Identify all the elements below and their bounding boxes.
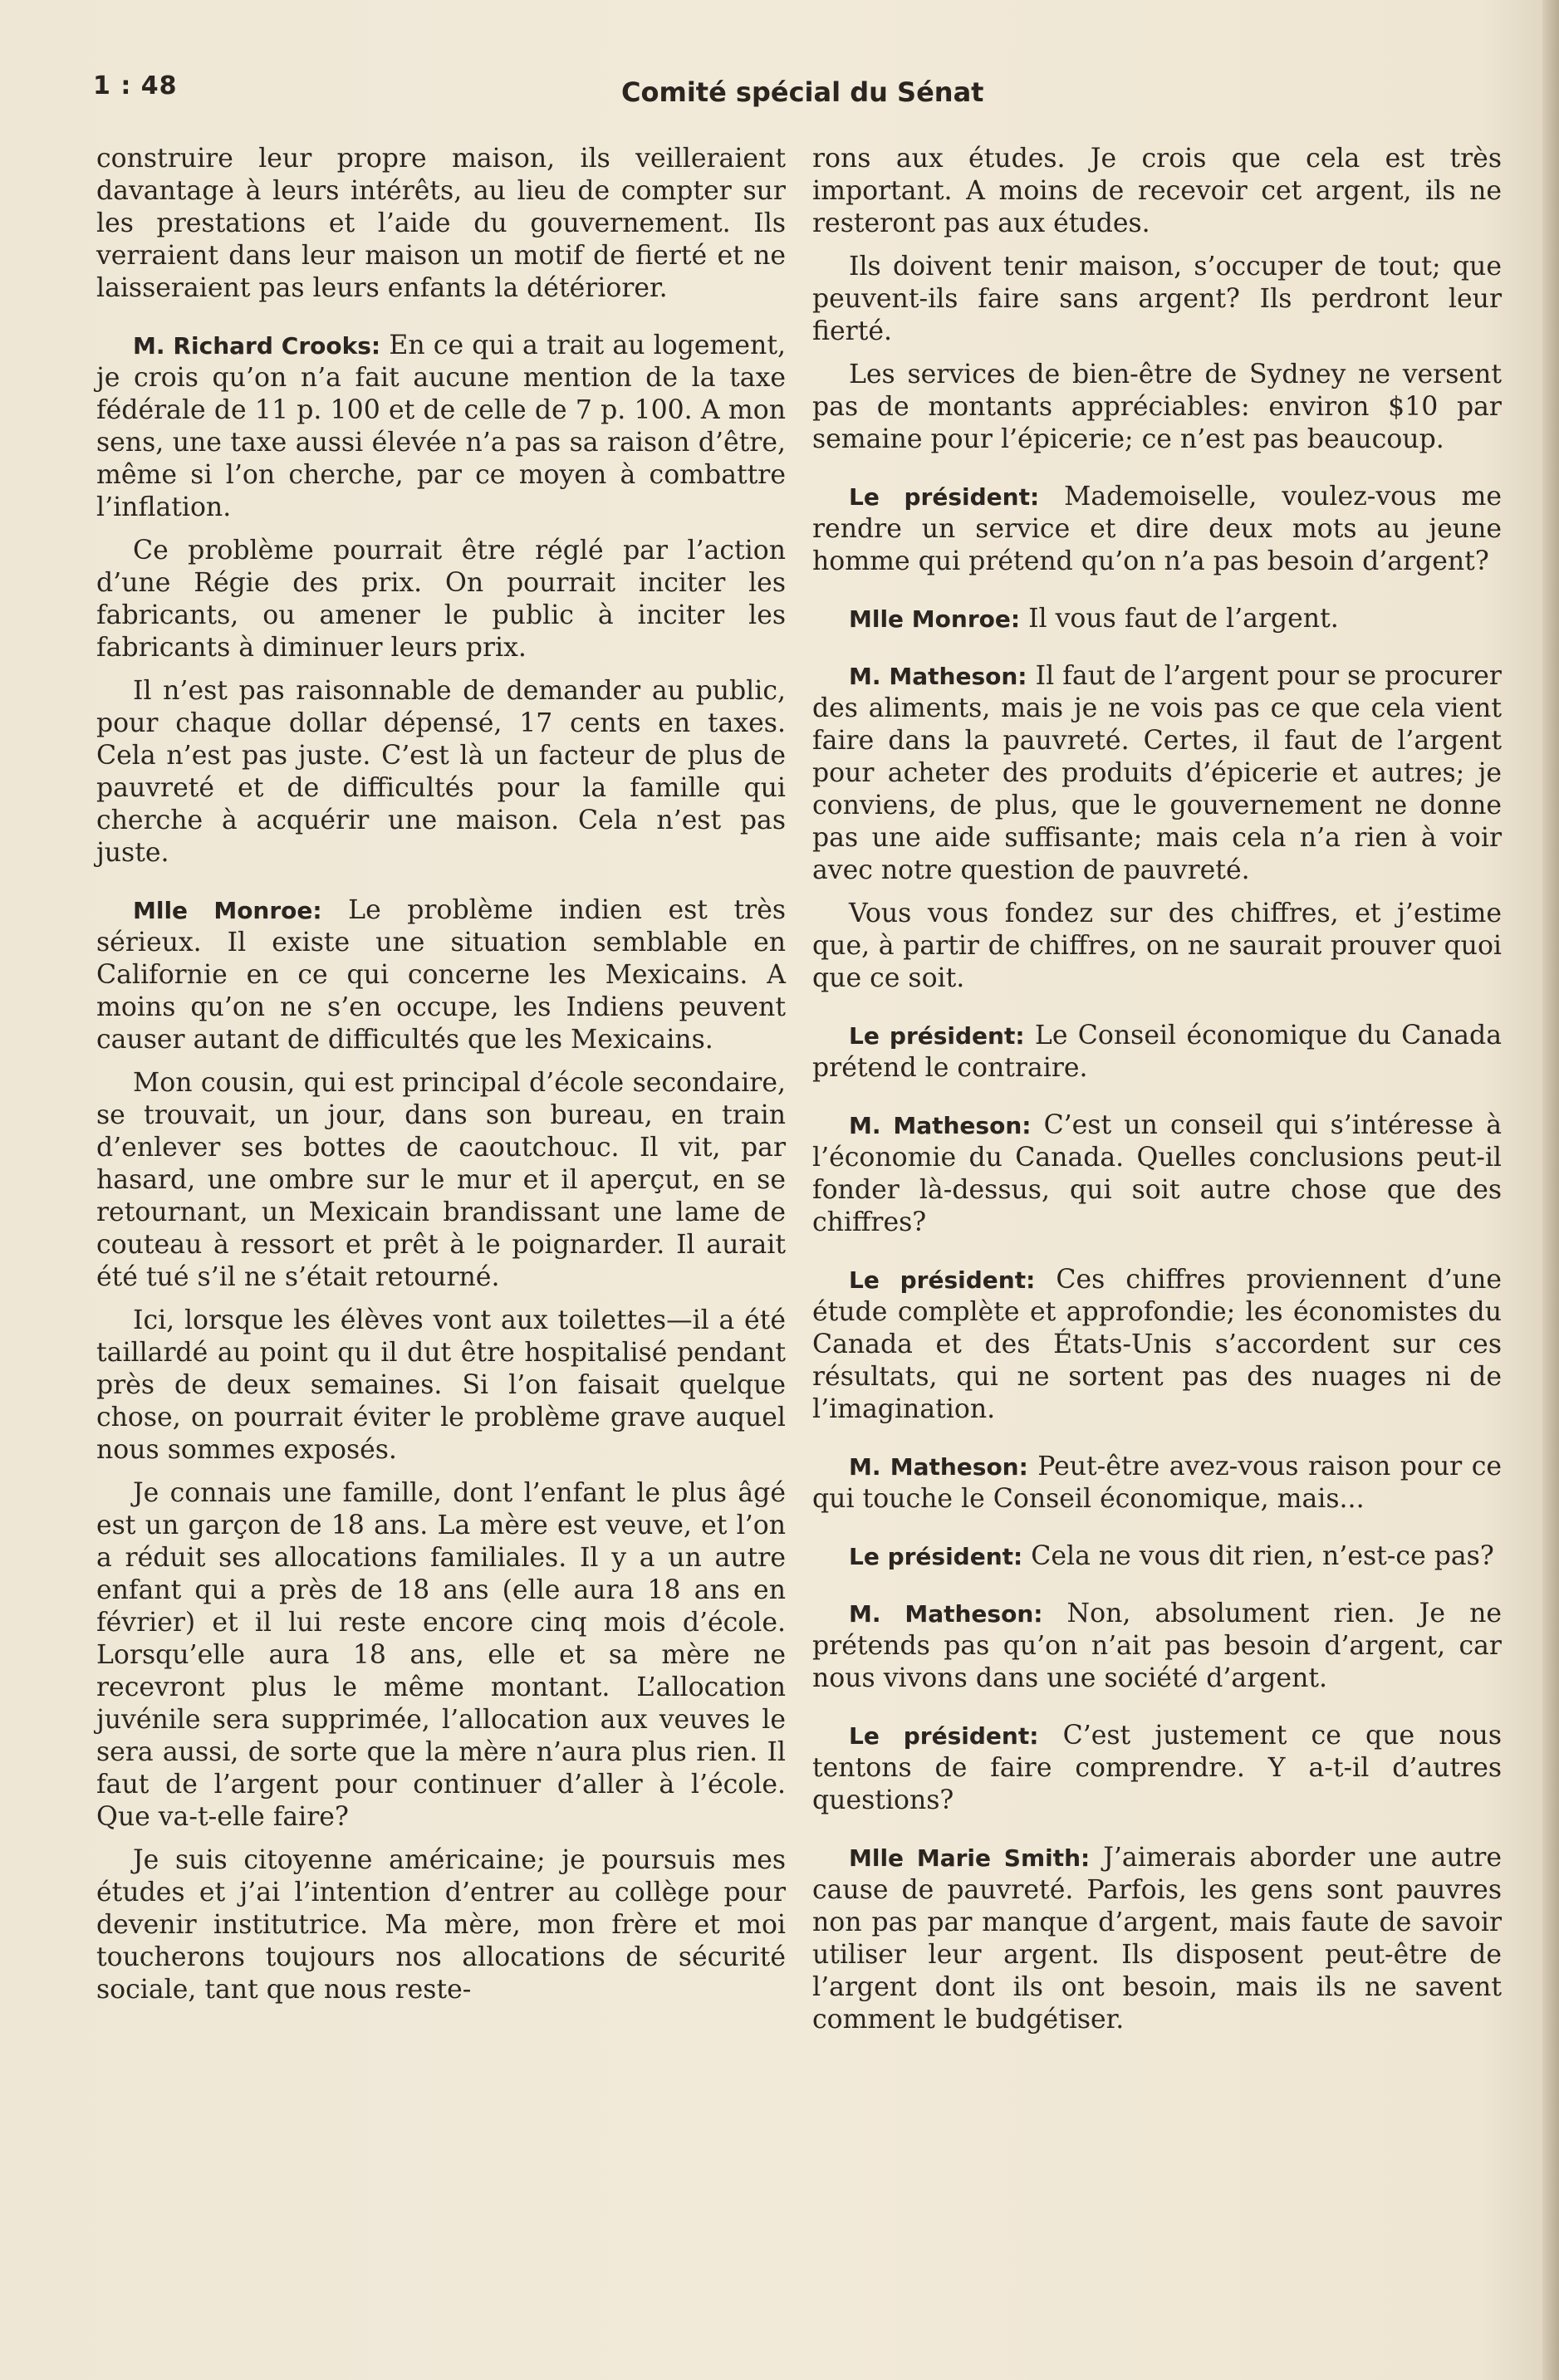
speaker-name: Le président:	[849, 1543, 1023, 1570]
paragraph	[812, 1451, 1502, 1516]
paragraph	[812, 143, 1502, 240]
paragraph-text: Il vous faut de l’argent.	[1020, 604, 1339, 634]
paragraph-text: construire leur propre maison, ils veilleraient davantage à leurs intérêts, au lieu de compter sur les prestations et l’aide du gouvernement. Ils verraient dans leur maison un motif de fierté et ne laisseraient pas leurs enfants la détériorer.	[96, 144, 786, 303]
paragraph	[812, 1720, 1502, 1817]
left-column	[96, 143, 786, 2017]
speaker-name: Le président:	[849, 1266, 1036, 1294]
paragraph	[96, 1844, 786, 2006]
speaker-name: M. Matheson:	[849, 1600, 1043, 1628]
paragraph-text: Mademoiselle, voulez-vous me rendre un service et dire deux mots au jeune homme qui prétend qu’on n’a pas besoin d’argent?	[812, 482, 1503, 576]
paragraph-text: En ce qui a trait au logement, je crois qu’on n’a fait aucune mention de la taxe fédérale de 11 p. 100 et de celle de 7 p. 100. A mon sens, une taxe aussi élevée n’a pas sa raison d’être, même si l’on cherche, par ce moyen à combattre l’inflation.	[96, 331, 786, 522]
paragraph-text: Ces chiffres proviennent d’une étude complète et approfondie; les économistes du Canada et des États-Unis s’accordent sur ces résultats, qui ne sortent pas des nuages ni de l’imagination.	[812, 1265, 1502, 1424]
speaker-name: Mlle Monroe:	[849, 605, 1021, 633]
paragraph	[812, 251, 1502, 348]
paragraph	[812, 1264, 1502, 1426]
paragraph	[812, 1020, 1502, 1085]
paragraph	[812, 1109, 1502, 1239]
speaker-name: Le président:	[849, 1722, 1039, 1750]
paragraph	[812, 1598, 1502, 1695]
paragraph	[96, 535, 786, 664]
paragraph	[812, 898, 1502, 995]
running-title: Comité spécial du Sénat	[621, 76, 984, 108]
page-number: 1 : 48	[93, 71, 178, 100]
speaker-name: Mlle Monroe:	[133, 897, 322, 924]
speaker-name: M. Matheson:	[849, 663, 1027, 690]
paragraph	[96, 143, 786, 305]
speaker-name: Le président:	[849, 483, 1040, 511]
paragraph-text: Le Conseil économique du Canada prétend le contraire.	[812, 1021, 1502, 1083]
speaker-name: Le président:	[849, 1022, 1025, 1050]
paragraph	[96, 1067, 786, 1294]
paragraph	[812, 603, 1502, 635]
paragraph-text: Vous vous fondez sur des chiffres, et j’estime que, à partir de chiffres, on ne saurait prouver quoi que ce soit.	[812, 899, 1502, 993]
paragraph-text: Cela ne vous dit rien, n’est-ce pas?	[1022, 1541, 1494, 1571]
paragraph-text: Le problème indien est très sérieux. Il existe une situation semblable en Californie en ce qui concerne les Mexicains. A moins qu’on ne s’en occupe, les Indiens peuvent causer autant de difficultés que les Mexicains.	[96, 895, 786, 1055]
paragraph	[812, 1540, 1502, 1573]
paragraph-text: Je connais une famille, dont l’enfant le plus âgé est un garçon de 18 ans. La mère est veuve, et l’on a réduit ses allocations familiales. Il y a un autre enfant qui a près de 18 ans (elle aura 18 ans en février) et il lui reste encore cinq mois d’école. Lorsqu’elle aura 18 ans, elle et sa mère ne recevront plus le même montant. L’allocation juvénile sera supprimée, l’allocation aux veuves le sera aussi, de sorte que la mère n’aura plus rien. Il faut de l’argent pour continuer d’aller à l’école. Que va-t-elle faire?	[96, 1478, 786, 1832]
paragraph	[812, 359, 1502, 456]
paragraph-text: Je suis citoyenne américaine; je poursuis mes études et j’ai l’intention d’entrer au collège pour devenir institutrice. Ma mère, mon frère et moi toucherons toujours nos allocations de sécurité sociale, tant que nous reste-	[96, 1845, 786, 2005]
paragraph	[96, 894, 786, 1056]
paragraph	[96, 675, 786, 869]
page-edge-shadow	[1542, 0, 1559, 2380]
right-column	[812, 143, 1502, 2047]
speaker-name: M. Richard Crooks:	[133, 332, 381, 360]
paragraph-text: Il n’est pas raisonnable de demander au public, pour chaque dollar dépensé, 17 cents en taxes. Cela n’est pas juste. C’est là un facteur de plus de pauvreté et de difficultés pour la famille qui cherche à acquérir une maison. Cela n’est pas juste.	[96, 676, 786, 868]
paragraph-text: Non, absolument rien. Je ne prétends pas qu’on n’ait pas besoin d’argent, car nous vivons dans une société d’argent.	[812, 1599, 1502, 1693]
paragraph	[812, 1842, 1502, 2036]
paragraph	[96, 1305, 786, 1467]
paragraph-text: Peut-être avez-vous raison pour ce qui touche le Conseil économique, mais...	[812, 1452, 1502, 1514]
paragraph-text: Ce problème pourrait être réglé par l’action d’une Régie des prix. On pourrait inciter les fabricants, ou amener le public à inciter les fabricants à diminuer leurs prix.	[96, 536, 786, 663]
paragraph-text: J’aimerais aborder une autre cause de pauvreté. Parfois, les gens sont pauvres non pas par manque d’argent, mais faute de savoir utiliser leur argent. Ils disposent peut-être de l’argent dont ils ont besoin, mais ils ne savent comment le budgétiser.	[812, 1843, 1502, 2035]
paragraph-text: Mon cousin, qui est principal d’école secondaire, se trouvait, un jour, dans son bureau, en train d’enlever ses bottes de caoutchouc. Il vit, par hasard, une ombre sur le mur et il aperçut, en se retournant, un Mexicain brandissant une lame de couteau à ressort et prêt à le poignarder. Il aurait été tué s’il ne s’était retourné.	[96, 1068, 786, 1292]
paragraph-text: C’est justement ce que nous tentons de faire comprendre. Y a-t-il d’autres questions?	[812, 1721, 1503, 1815]
paragraph-text: Les services de bien-être de Sydney ne versent pas de montants appréciables: environ $10 par semaine pour l’épicerie; ce n’est pas beaucoup.	[812, 360, 1502, 454]
speaker-name: Mlle Marie Smith:	[849, 1844, 1091, 1872]
paragraph-text: Ils doivent tenir maison, s’occuper de tout; que peuvent-ils faire sans argent? Ils perdront leur fierté.	[812, 252, 1502, 346]
paragraph-text: Ici, lorsque les élèves vont aux toilettes—il a été taillardé au point qu il dut être hospitalisé pendant près de deux semaines. Si l’on faisait quelque chose, on pourrait éviter le problème grave auquel nous sommes exposés.	[96, 1305, 786, 1465]
paragraph	[96, 1477, 786, 1834]
paragraph-text: Il faut de l’argent pour se procurer des aliments, mais je ne vois pas ce que cela vient faire dans la pauvreté. Certes, il faut de l’argent pour acheter des produits d’épicerie et autres; je conviens, de plus, que le gouvernement ne donne pas une aide suffisante; mais cela n’a rien à voir avec notre question de pauvreté.	[812, 661, 1502, 885]
paragraph-text: rons aux études. Je crois que cela est très important. A moins de recevoir cet argent, ils ne resteront pas aux études.	[812, 144, 1502, 238]
page-header	[93, 71, 1505, 113]
speaker-name: M. Matheson:	[849, 1112, 1032, 1139]
paragraph	[96, 330, 786, 524]
speaker-name: M. Matheson:	[849, 1453, 1028, 1481]
paragraph	[812, 481, 1502, 578]
paragraph-text: C’est un conseil qui s’intéresse à l’économie du Canada. Quelles conclusions peut-il fonder là-dessus, qui soit autre chose que des chiffres?	[812, 1110, 1502, 1237]
paragraph	[812, 660, 1502, 887]
